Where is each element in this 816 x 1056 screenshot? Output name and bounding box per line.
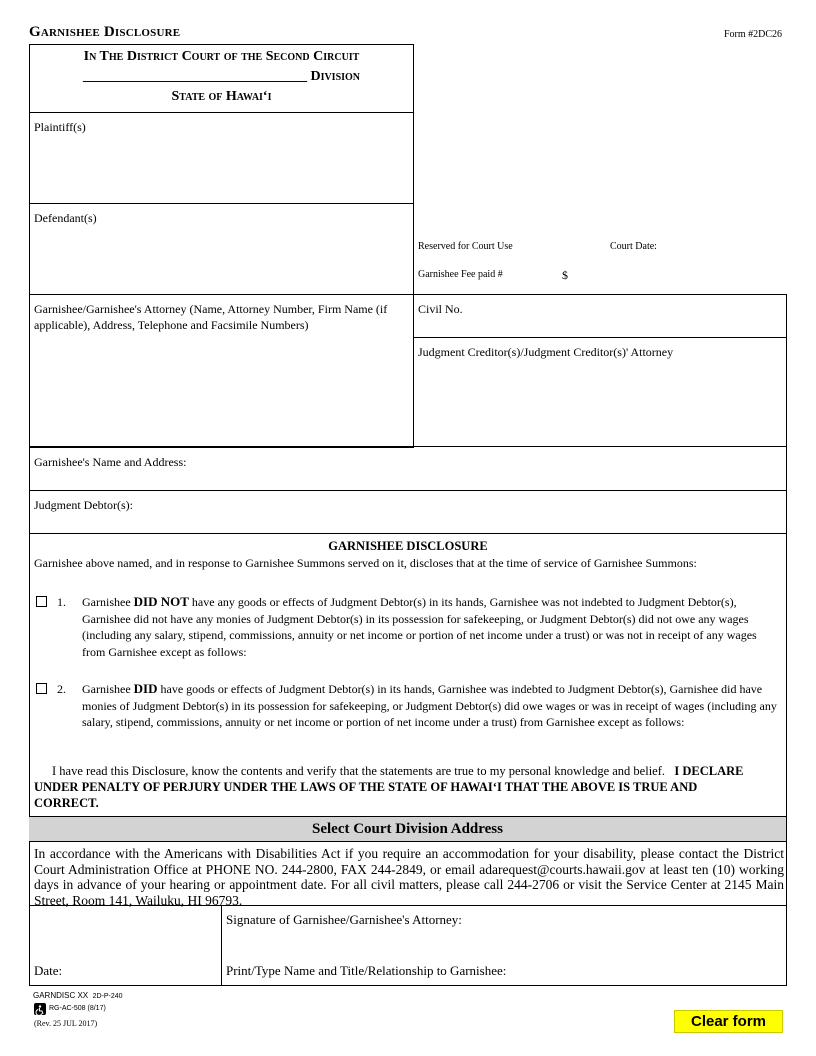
item2-text [82,681,782,731]
civil-no-field[interactable]: Civil No. [418,302,463,316]
accessibility-icon [34,1003,46,1015]
judgment-debtor-field[interactable]: Judgment Debtor(s): [34,498,133,512]
item1-text [82,594,782,660]
divider [221,905,222,986]
ada-notice: In accordance with the Americans with Disabilities Act if you require an accommodation for your disability, please contact the District Court Administration Office at PHONE NO. 244-2800, FAX 244-2849, or email adarequest@courts.hawaii.gov at least ten (10) working days in advance of your hearing or appointment date. For all civil matters, please call 244-2706 or visit the Service Center at 2145 Main Street, Room 141, Wailuku, HI 96793. [34,846,784,908]
plaintiff-field[interactable]: Plaintiff(s) [34,120,86,134]
item2-prefix: Garnishee [82,682,134,696]
fee-dollar-sign: $ [562,268,568,282]
divider [29,203,414,204]
divider [29,446,30,536]
divider [786,294,787,534]
item1-prefix: Garnishee [82,595,134,609]
footer-revision: (Rev. 25 JUL 2017) [34,1019,98,1028]
court-caption [30,47,413,107]
item2-checkbox[interactable] [36,681,47,699]
verification-text [34,763,746,811]
item2-body: have goods or effects of Judgment Debtor(s) in its hands, Garnishee was indebted to Judgment Debtor(s), Garnishee did have monies of Judgment Debtor(s) in its possession for safekeeping, or Judgment Debtor(s) did owe wages or was in receipt of wages (including any salary, stipend, commissions, annuity or net income or portion of net income under a trust) from Garnishee except as follows: [82,682,777,729]
division-blank[interactable]: ________________________________ [82,69,307,84]
divider [29,294,787,295]
footer-ada-code: RG-AC-508 (8/17) [49,1005,106,1012]
footer-code2: 2D-P-240 [92,993,123,1000]
divider [413,337,787,338]
defendant-field[interactable]: Defendant(s) [34,211,97,225]
divider [29,446,787,447]
attorney-field[interactable]: Garnishee/Garnishee's Attorney (Name, Attorney Number, Firm Name (if applicable), Address, Telephone and Facsimile Numbers) [34,302,388,332]
disclosure-heading: GARNISHEE DISCLOSURE [328,539,488,553]
form-number: Form #2DC26 [724,29,783,40]
item2-did: DID [133,681,158,696]
item1-body: have any goods or effects of Judgment Debtor(s) in its hands, Garnishee was not indebted to Judgment Debtor(s), Garnishee did not have any monies of Judgment Debtor(s) in its possession for safekeeping, or Judgment Debtor(s) did not owe any wages (including any salary, stipend, commissions, annuity or net income or portion of net income under a trust) or was not in receipt of any wages from Garnishee except as follows: [82,595,757,659]
item1-did-not: DID NOT [133,594,189,609]
court-date-label[interactable]: Court Date: [610,241,657,252]
divider [29,490,787,491]
garnishee-fee-label[interactable]: Garnishee Fee paid # [418,269,503,280]
clear-form-button[interactable]: Clear form [674,1010,783,1033]
item1-checkbox[interactable] [36,594,47,612]
footer-code1: GARNDISC XX [33,991,89,1000]
item2-number: 2. [57,682,66,696]
signature-field[interactable]: Signature of Garnishee/Garnishee's Attorney: [226,912,462,927]
print-name-field[interactable]: Print/Type Name and Title/Relationship to Garnishee: [226,963,507,978]
divider [29,905,787,906]
division-label: Division [310,69,361,84]
verify-statement: I have read this Disclosure, know the contents and verify that the statements are true to my personal knowledge and belief. [52,764,666,778]
court-name: In The District Court of the Second Circuit [83,49,360,64]
garnishee-name-address-field[interactable]: Garnishee's Name and Address: [34,455,187,469]
item1-number: 1. [57,595,66,609]
reserved-for-court-use: Reserved for Court Use [418,241,513,252]
form-title: Garnishee Disclosure [29,24,181,40]
court-division [30,67,413,87]
disclosure-intro: Garnishee above named, and in response to Garnishee Summons served on it, discloses that at the time of service of Garnishee Summons: [34,556,697,570]
judgment-creditor-field[interactable]: Judgment Creditor(s)/Judgment Creditor(s)' Attorney [418,345,674,359]
footer-codes [33,991,123,1000]
perjury-declaration: I DECLARE UNDER PENALTY OF PERJURY UNDER THE LAWS OF THE STATE OF HAWAI‘I THAT THE ABOVE IS TRUE AND CORRECT. [34,764,744,810]
court-state: State of Hawai‘i [171,89,272,104]
divider [29,112,414,113]
date-field[interactable]: Date: [34,963,63,978]
select-court-division-address[interactable]: Select Court Division Address [29,816,786,842]
